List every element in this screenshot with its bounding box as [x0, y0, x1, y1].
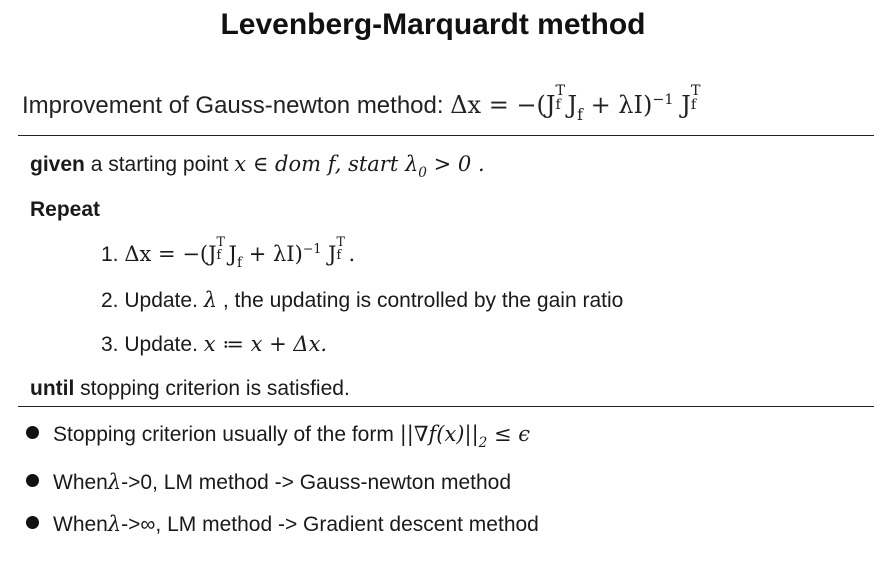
improvement-label: Improvement of Gauss-newton method:: [22, 92, 451, 119]
bullet-dot-icon: [26, 474, 39, 487]
bullet-lambda-zero: Whenλ->0, LM method -> Gauss-newton method: [26, 470, 511, 495]
given-line: given a starting point x ∈ dom f, start $\lambda_0 > 0$ .: [30, 152, 485, 182]
bullet-stopping-criterion: Stopping criterion usually of the form $||\nabla f(x)||_2 \le \epsilon$: [26, 422, 530, 447]
step-2: 2. Update. λ , the updating is controlled by the gain ratio: [101, 288, 624, 312]
repeat-keyword: Repeat: [30, 198, 101, 221]
given-math: x ∈ dom f, start $\lambda_0 > 0$ .: [234, 152, 485, 182]
bullet-dot-icon: [26, 426, 39, 439]
gn-formula: Δx = −(J T f $J_f + \lambda I)^{-1}$ J T f: [450, 82, 701, 125]
until-line: until stopping criterion is satisfied.: [30, 377, 350, 400]
divider-bottom: [18, 406, 874, 407]
until-keyword: until: [30, 377, 75, 400]
bullet-lambda-infinity: Whenλ->∞, LM method -> Gradient descent method: [26, 512, 539, 537]
bullet-dot-icon: [26, 516, 39, 529]
given-keyword: given: [30, 153, 85, 176]
page-title: Levenberg-Marquardt method: [220, 8, 646, 41]
step-1: 1. Δx = −(J T f $J_f + \lambda I)^{-1}$ J T f .: [101, 234, 356, 272]
step-3: 3. Update. x ≔ x + Δx.: [101, 332, 328, 356]
divider-top: [18, 135, 874, 136]
norm-formula: $||\nabla f(x)||_2 \le \epsilon$: [399, 422, 531, 452]
improvement-line: [22, 82, 703, 125]
